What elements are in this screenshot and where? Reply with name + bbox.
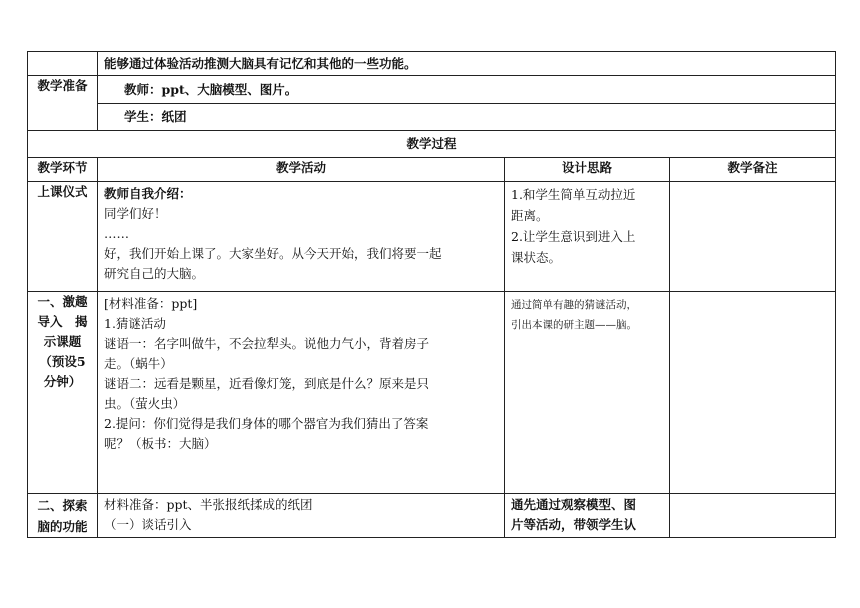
prep-teacher: 教师：ppt、大脑模型、图片。 <box>98 76 836 104</box>
activity-line: 呢？（板书：大脑） <box>104 436 217 451</box>
process-title: 教学过程 <box>28 131 836 158</box>
design-line: 距离。 <box>511 208 549 223</box>
prep-label: 教学准备 <box>28 76 98 131</box>
stage-line: 示课题 <box>43 334 82 349</box>
design-line: 通先通过观察模型、图 <box>511 497 637 512</box>
notes-cell <box>670 292 836 494</box>
design-cell <box>505 292 670 494</box>
design-line: 通过简单有趣的猜谜活动， <box>511 299 637 311</box>
prep-teacher-row <box>28 76 836 104</box>
activity-line: 2.提问：你们觉得是我们身体的哪个器官为我们猜出了答案 <box>104 416 429 431</box>
activity-cell <box>98 292 505 494</box>
goal-row-label-cell <box>28 52 98 76</box>
activity-line: 研究自己的大脑。 <box>104 266 205 281</box>
activity-line: （一）谈话引入 <box>104 517 192 532</box>
stage-line: 一、激趣 <box>37 294 88 309</box>
activity-line: 谜语二：远看是颗星，近看像灯笼，到底是什么？原来是只 <box>104 376 430 391</box>
header-activity: 教学活动 <box>98 158 505 182</box>
activity-line: 谜语一：名字叫做牛，不会拉犁头。说他力气小，背着房子 <box>104 336 430 351</box>
activity-line: 同学们好！ <box>104 206 167 221</box>
design-line: 1.和学生简单互动拉近 <box>511 187 636 202</box>
table-row <box>28 182 836 292</box>
lesson-plan-table <box>27 51 836 538</box>
prep-student: 学生：纸团 <box>98 104 836 131</box>
design-cell <box>505 494 670 538</box>
stage-line: 脑的功能 <box>37 519 88 534</box>
activity-title: 教师自我介绍： <box>104 186 192 201</box>
activity-line: 1.猜谜活动 <box>104 316 166 331</box>
activity-line: 虫。（萤火虫） <box>104 396 186 411</box>
header-design: 设计思路 <box>505 158 670 182</box>
stage-line: 二、探索 <box>37 498 88 513</box>
table-row <box>28 494 836 538</box>
header-row <box>28 158 836 182</box>
notes-cell <box>670 182 836 292</box>
activity-line: 好，我们开始上课了。大家坐好。从今天开始，我们将要一起 <box>104 246 442 261</box>
table-row <box>28 292 836 494</box>
prep-student-row <box>28 104 836 131</box>
activity-line: …… <box>104 226 129 241</box>
activity-cell <box>98 182 505 292</box>
design-line: 片等活动，带领学生认 <box>511 517 637 532</box>
goal-text: 能够通过体验活动推测大脑具有记忆和其他的一些功能。 <box>98 52 836 76</box>
activity-line: [材料准备：ppt] <box>104 296 198 311</box>
header-stage: 教学环节 <box>28 158 98 182</box>
stage-cell <box>28 494 98 538</box>
activity-line: 走。（蜗牛） <box>104 356 173 371</box>
design-cell <box>505 182 670 292</box>
stage-line: （预设5 <box>39 354 86 369</box>
goal-row <box>28 52 836 76</box>
design-line: 引出本课的研主题——脑。 <box>511 319 637 331</box>
stage-line: 导入 揭 <box>37 314 88 329</box>
design-line: 课状态。 <box>511 250 562 265</box>
activity-cell <box>98 494 505 538</box>
stage-line: 分钟） <box>43 374 82 389</box>
stage-cell: 上课仪式 <box>28 182 98 292</box>
stage-cell <box>28 292 98 494</box>
activity-line: 材料准备：ppt、半张报纸揉成的纸团 <box>104 497 313 512</box>
notes-cell <box>670 494 836 538</box>
header-notes: 教学备注 <box>670 158 836 182</box>
design-line: 2.让学生意识到进入上 <box>511 229 636 244</box>
process-title-row <box>28 131 836 158</box>
